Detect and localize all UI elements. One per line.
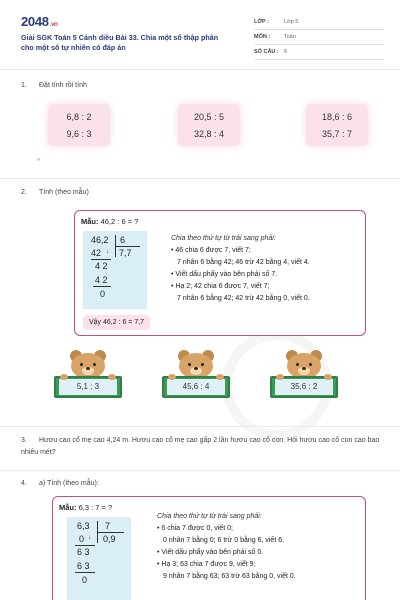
board-expression: 45,6 : 4: [182, 382, 210, 391]
bear-eye: [93, 363, 96, 366]
bear-eye: [309, 363, 312, 366]
example-expression: 6,3 : 7 = ?: [78, 503, 113, 512]
question-number: 2.: [21, 189, 27, 196]
calc-expression: 32,8 : 4: [193, 129, 225, 139]
calc-expression: 6,8 : 2: [66, 112, 92, 122]
question-number: 1.: [21, 82, 27, 89]
remainder: 0: [100, 289, 106, 299]
division-bar-horizontal: [98, 532, 124, 533]
bear-paw: [324, 374, 332, 380]
result-label: Vậy 46,2 : 6 = 7,7: [83, 315, 150, 330]
question-text: Hươu cao cổ mẹ cao 4,24 m. Hươu cao cổ mẹ cao gấp 2 lần hươu cao cổ con. Hỏi hươu cao cổ con cao bao nhiêu mét?: [21, 437, 380, 456]
divisor: 7: [105, 521, 111, 531]
example-frame: [74, 210, 366, 336]
explanation-line: • Hạ 2; 42 chia 6 được 7, viết 7;: [171, 283, 270, 290]
remainder: 4 2: [95, 261, 108, 271]
explanation-line: • Viết dấu phẩy vào bên phải số 0.: [157, 549, 264, 556]
example-heading: [59, 503, 112, 512]
bear-card: [160, 350, 232, 412]
question-title: Tính (theo mẫu): [39, 189, 89, 196]
site-logo[interactable]: [21, 14, 58, 29]
question-3: [21, 435, 381, 459]
explanation-line: • Hạ 3; 63 chia 7 được 9, viết 9;: [157, 561, 256, 568]
subtrahend: 0: [79, 534, 85, 544]
bear-eye: [296, 363, 299, 366]
question-number: 3.: [21, 437, 27, 444]
section-divider: [0, 470, 400, 471]
meta-value: Toán: [284, 34, 296, 40]
question-number: 4.: [21, 480, 27, 487]
bear-card: [52, 350, 124, 412]
calc-expression: 20,5 : 5: [193, 112, 225, 122]
explanation-line: 7 nhân 6 bằng 42; 42 trừ 42 bằng 0, viết 0.: [177, 295, 310, 302]
meta-row-subject: [254, 30, 384, 45]
board-slate: [59, 379, 117, 395]
example-frame: [52, 496, 366, 600]
arrow-down-icon: ↓: [106, 248, 110, 255]
explanation-title: Chia theo thứ tự từ trái sang phải:: [171, 235, 276, 242]
long-division: [67, 517, 131, 600]
meta-key: LỚP :: [254, 19, 269, 25]
question-1-heading: [21, 82, 87, 89]
question-title: a) Tính (theo mẫu):: [39, 480, 99, 487]
meta-info: [254, 15, 384, 60]
calc-card: [306, 104, 368, 146]
remainder: 0: [82, 575, 88, 585]
example-expression: 46,2 : 6 = ?: [100, 217, 139, 226]
board-expression: 35,6 : 2: [290, 382, 318, 391]
meta-key: MÔN :: [254, 34, 271, 40]
arrow-down-icon: ↓: [88, 534, 92, 541]
bear-nose: [194, 367, 198, 370]
quotient: 0,9: [103, 534, 116, 544]
example-heading: [81, 217, 138, 226]
calc-expression: 35,7 : 7: [321, 129, 353, 139]
section-divider: [0, 426, 400, 427]
example-label: Mẫu:: [81, 217, 99, 226]
question-title: Đặt tính rồi tính: [39, 82, 87, 89]
remainder: 6 3: [77, 547, 90, 557]
explanation-title: Chia theo thứ tự từ trái sang phải:: [157, 513, 262, 520]
calc-card: [178, 104, 240, 146]
bear-nose: [86, 367, 90, 370]
subtraction-line: [75, 545, 95, 546]
calc-card: [48, 104, 110, 146]
page-title: Giải SGK Toán 5 Cánh diều Bài 33. Chia một số thập phân cho một số tự nhiên có đáp án: [21, 33, 219, 52]
board-slate: [167, 379, 225, 395]
bear-paw: [108, 374, 116, 380]
bear-eye: [188, 363, 191, 366]
explanation-line: • Viết dấu phẩy vào bên phải số 7.: [171, 271, 278, 278]
meta-row-class: [254, 15, 384, 30]
divisor: 6: [120, 235, 126, 245]
bear-card: [268, 350, 340, 412]
meta-row-count: [254, 45, 384, 60]
subtrahend: 42: [91, 248, 102, 258]
explanation-line: 0 nhân 7 bằng 0; 6 trừ 0 bằng 6, viết 6.: [163, 537, 285, 544]
subtrahend: 4 2: [95, 275, 108, 285]
dividend: 46,2: [91, 235, 109, 245]
page-header: [0, 0, 400, 70]
subtrahend: 6 3: [77, 561, 90, 571]
decorative-dot: [37, 158, 40, 161]
question-2-heading: [21, 189, 89, 196]
meta-value: Lớp 5: [284, 19, 299, 25]
subtraction-line: [91, 259, 111, 260]
question-4-heading: [21, 480, 99, 487]
bear-eye: [80, 363, 83, 366]
dividend: 6,3: [77, 521, 90, 531]
board-slate: [275, 379, 333, 395]
explanation-line: • 6 chia 7 được 0, viết 0;: [157, 525, 233, 532]
bear-paw: [276, 374, 284, 380]
example-label: Mẫu:: [59, 503, 77, 512]
bear-paw: [168, 374, 176, 380]
subtraction-line: [93, 286, 111, 287]
calc-expression: 18,6 : 6: [321, 112, 353, 122]
board-expression: 5,1 : 3: [76, 382, 100, 391]
calc-expression: 9,6 : 3: [66, 129, 92, 139]
logo-suffix: .vn: [49, 22, 58, 28]
explanation: [171, 233, 363, 305]
explanation-line: • 46 chia 6 được 7, viết 7;: [171, 247, 251, 254]
division-bar-horizontal: [116, 246, 140, 247]
subtraction-line: [75, 572, 95, 573]
bear-paw: [216, 374, 224, 380]
bear-eye: [201, 363, 204, 366]
bear-nose: [302, 367, 306, 370]
meta-value: 6: [284, 49, 288, 55]
bear-paw: [60, 374, 68, 380]
long-division: [83, 231, 147, 309]
explanation-line: 9 nhân 7 bằng 63; 63 trừ 63 bằng 0, viết 0.: [163, 573, 296, 580]
quotient: 7,7: [119, 248, 132, 258]
logo-text: 2048: [21, 14, 49, 29]
explanation-line: 7 nhân 6 bằng 42; 46 trừ 42 bằng 4, viết 4.: [177, 259, 310, 266]
section-divider: [0, 178, 400, 179]
explanation: [157, 511, 363, 583]
meta-key: SỐ CÂU :: [254, 49, 279, 55]
